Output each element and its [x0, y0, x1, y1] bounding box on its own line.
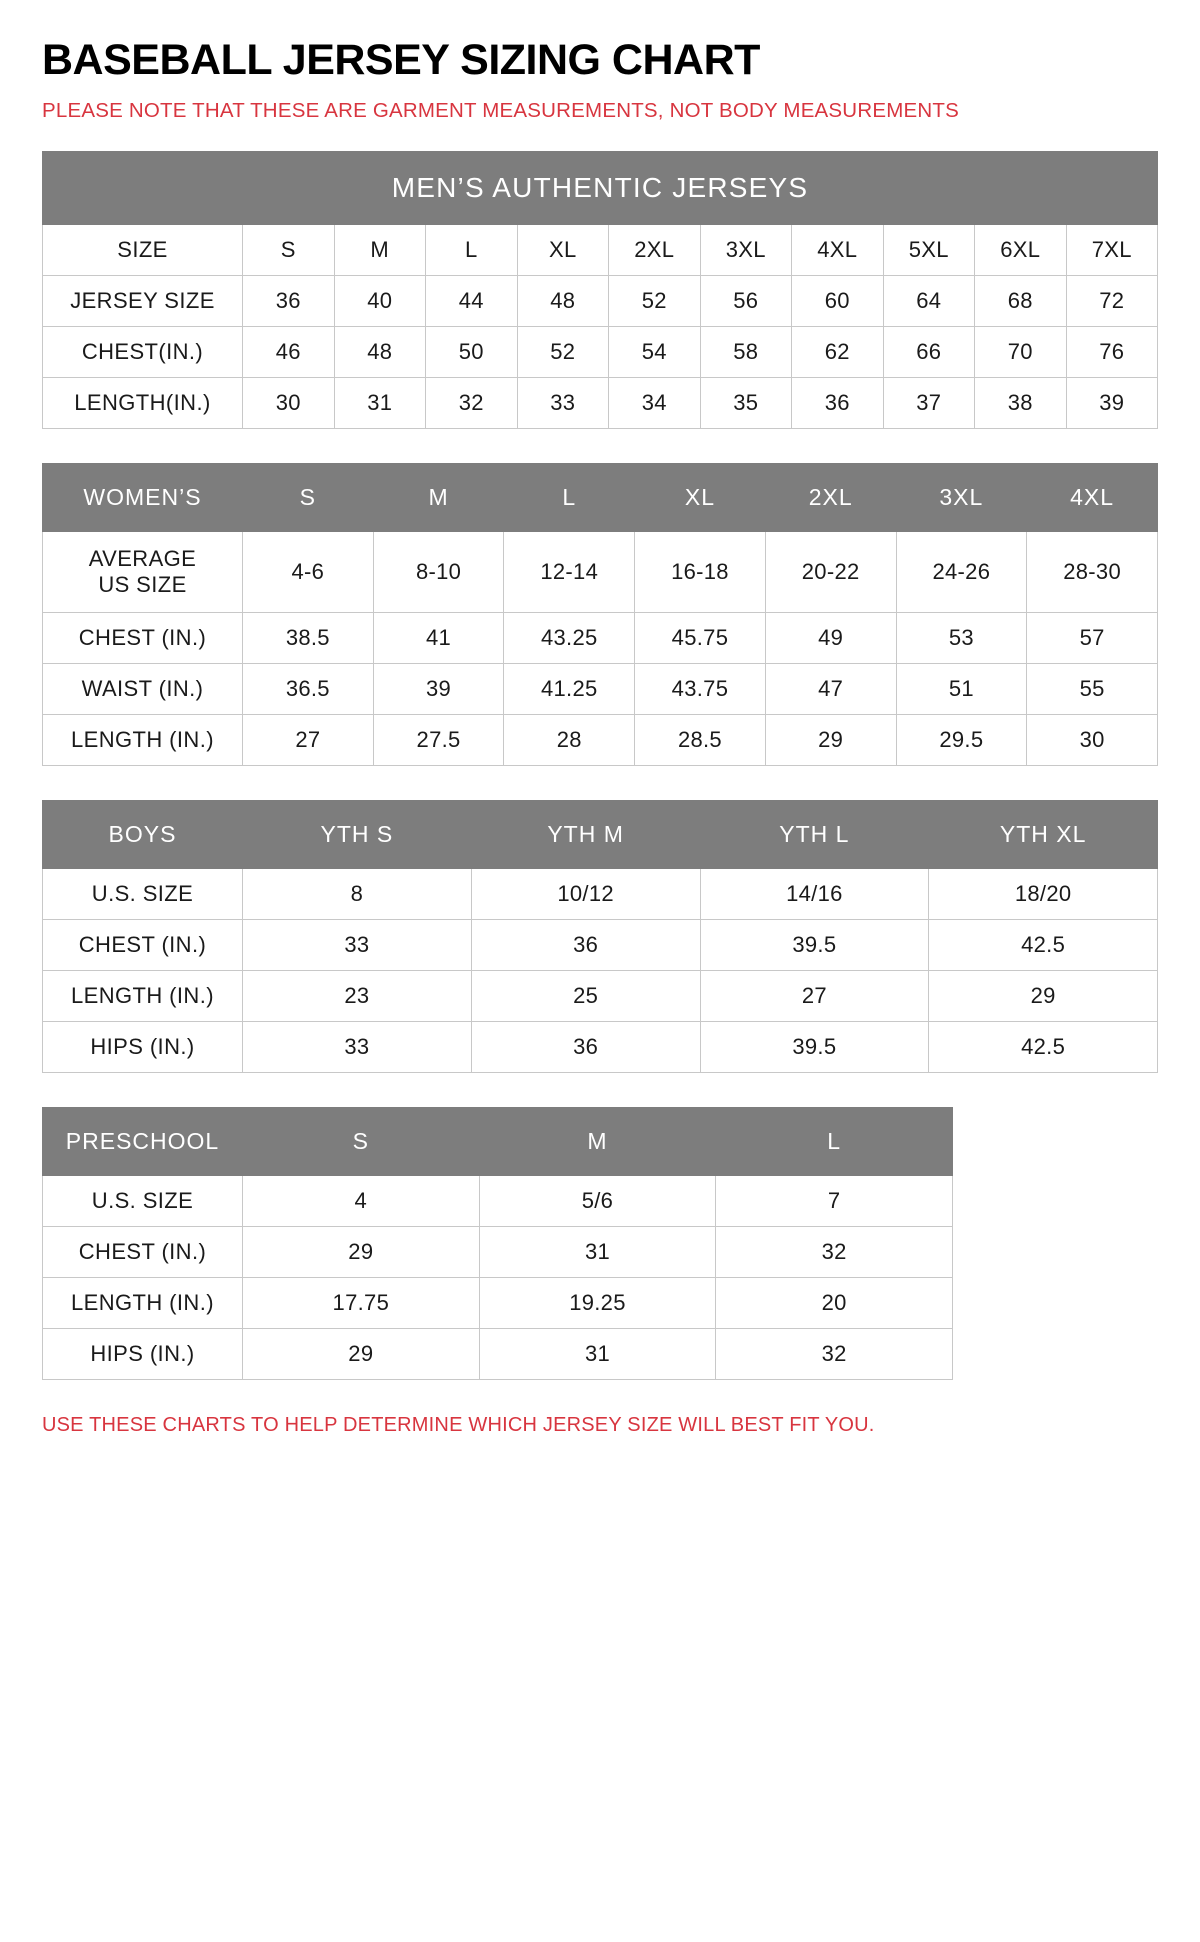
data-cell: 70 [975, 326, 1067, 377]
data-cell: 7 [716, 1175, 953, 1226]
data-cell: 31 [479, 1226, 716, 1277]
data-cell: 19.25 [479, 1277, 716, 1328]
size-header: 7XL [1066, 224, 1158, 275]
size-header: M [334, 224, 426, 275]
table-category-label: BOYS [43, 800, 243, 868]
data-cell: 36 [243, 275, 335, 326]
data-cell: 4 [243, 1175, 480, 1226]
preschool-sizing-chart [42, 1107, 1158, 1380]
data-cell: 4-6 [243, 531, 374, 612]
table-row [43, 1021, 1158, 1072]
table-header-row [43, 224, 1158, 275]
size-header: S [243, 463, 374, 531]
data-cell: 30 [1027, 714, 1158, 765]
table-row [43, 531, 1158, 612]
data-cell: 41 [373, 612, 504, 663]
row-label: LENGTH (IN.) [43, 1277, 243, 1328]
row-label: CHEST(IN.) [43, 326, 243, 377]
data-cell: 39 [1066, 377, 1158, 428]
data-cell: 27 [243, 714, 374, 765]
data-cell: 49 [765, 612, 896, 663]
size-header: 3XL [896, 463, 1027, 531]
row-label: LENGTH (IN.) [43, 714, 243, 765]
data-cell: 28-30 [1027, 531, 1158, 612]
page-title: BASEBALL JERSEY SIZING CHART [42, 36, 760, 84]
size-header: L [504, 463, 635, 531]
data-cell: 41.25 [504, 663, 635, 714]
size-header: M [479, 1107, 716, 1175]
spacer-cell [953, 1328, 1158, 1379]
data-cell: 54 [609, 326, 701, 377]
footer-note: USE THESE CHARTS TO HELP DETERMINE WHICH JERSEY SIZE WILL BEST FIT YOU. [42, 1413, 875, 1436]
row-label: CHEST (IN.) [43, 919, 243, 970]
data-cell: 8 [243, 868, 472, 919]
data-cell: 72 [1066, 275, 1158, 326]
data-cell: 52 [609, 275, 701, 326]
size-header: L [716, 1107, 953, 1175]
data-cell: 53 [896, 612, 1027, 663]
size-header: YTH L [700, 800, 929, 868]
table-row [43, 1277, 1158, 1328]
data-cell: 66 [883, 326, 975, 377]
data-cell: 12-14 [504, 531, 635, 612]
row-label: LENGTH (IN.) [43, 970, 243, 1021]
data-cell: 33 [243, 919, 472, 970]
data-cell: 27.5 [373, 714, 504, 765]
data-cell: 20 [716, 1277, 953, 1328]
data-cell: 39.5 [700, 1021, 929, 1072]
data-cell: 35 [700, 377, 792, 428]
data-cell: 23 [243, 970, 472, 1021]
data-cell: 55 [1027, 663, 1158, 714]
data-cell: 29 [243, 1226, 480, 1277]
size-header: 2XL [765, 463, 896, 531]
data-cell: 33 [243, 1021, 472, 1072]
data-cell: 16-18 [635, 531, 766, 612]
data-cell: 17.75 [243, 1277, 480, 1328]
spacer-cell [953, 1277, 1158, 1328]
data-cell: 18/20 [929, 868, 1158, 919]
size-header: XL [635, 463, 766, 531]
data-cell: 76 [1066, 326, 1158, 377]
data-cell: 56 [700, 275, 792, 326]
row-label: WAIST (IN.) [43, 663, 243, 714]
size-header: YTH M [471, 800, 700, 868]
mens-sizing-chart [42, 151, 1158, 429]
data-cell: 36 [792, 377, 884, 428]
size-header: 5XL [883, 224, 975, 275]
table-row [43, 714, 1158, 765]
table-row [43, 612, 1158, 663]
data-cell: 34 [609, 377, 701, 428]
data-cell: 38.5 [243, 612, 374, 663]
data-cell: 36.5 [243, 663, 374, 714]
spacer-cell [953, 1175, 1158, 1226]
data-cell: 8-10 [373, 531, 504, 612]
row-label: HIPS (IN.) [43, 1021, 243, 1072]
data-cell: 58 [700, 326, 792, 377]
data-cell: 36 [471, 919, 700, 970]
data-cell: 51 [896, 663, 1027, 714]
womens-sizing-chart [42, 463, 1158, 766]
data-cell: 31 [479, 1328, 716, 1379]
table-banner: MEN’S AUTHENTIC JERSEYS [43, 151, 1158, 224]
size-header: 2XL [609, 224, 701, 275]
spacer-cell [953, 1226, 1158, 1277]
data-cell: 68 [975, 275, 1067, 326]
data-cell: 32 [716, 1226, 953, 1277]
row-label: HIPS (IN.) [43, 1328, 243, 1379]
data-cell: 29 [765, 714, 896, 765]
data-cell: 5/6 [479, 1175, 716, 1226]
measurement-note: PLEASE NOTE THAT THESE ARE GARMENT MEASUREMENTS, NOT BODY MEASUREMENTS [42, 99, 959, 123]
data-cell: 37 [883, 377, 975, 428]
data-cell: 64 [883, 275, 975, 326]
row-label: CHEST (IN.) [43, 1226, 243, 1277]
data-cell: 32 [426, 377, 518, 428]
size-header: XL [517, 224, 609, 275]
data-cell: 48 [517, 275, 609, 326]
table-header-row [43, 800, 1158, 868]
table-row [43, 275, 1158, 326]
data-cell: 42.5 [929, 1021, 1158, 1072]
spacer-cell [953, 1107, 1158, 1175]
size-header: 4XL [792, 224, 884, 275]
data-cell: 40 [334, 275, 426, 326]
preschool-table [42, 1107, 1158, 1380]
data-cell: 28 [504, 714, 635, 765]
row-label: U.S. SIZE [43, 1175, 243, 1226]
data-cell: 29 [243, 1328, 480, 1379]
size-header: 3XL [700, 224, 792, 275]
size-header: M [373, 463, 504, 531]
data-cell: 44 [426, 275, 518, 326]
header-size-label: SIZE [43, 224, 243, 275]
table-row [43, 970, 1158, 1021]
table-category-label: WOMEN’S [43, 463, 243, 531]
data-cell: 32 [716, 1328, 953, 1379]
data-cell: 31 [334, 377, 426, 428]
row-label: LENGTH(IN.) [43, 377, 243, 428]
data-cell: 46 [243, 326, 335, 377]
data-cell: 28.5 [635, 714, 766, 765]
table-banner-row [43, 151, 1158, 224]
data-cell: 39.5 [700, 919, 929, 970]
data-cell: 60 [792, 275, 884, 326]
mens-table [42, 151, 1158, 429]
table-category-label: PRESCHOOL [43, 1107, 243, 1175]
data-cell: 29.5 [896, 714, 1027, 765]
row-label: AVERAGE US SIZE [43, 531, 243, 612]
table-row [43, 919, 1158, 970]
data-cell: 30 [243, 377, 335, 428]
data-cell: 42.5 [929, 919, 1158, 970]
data-cell: 57 [1027, 612, 1158, 663]
size-header: S [243, 224, 335, 275]
data-cell: 45.75 [635, 612, 766, 663]
data-cell: 48 [334, 326, 426, 377]
data-cell: 14/16 [700, 868, 929, 919]
table-row [43, 1328, 1158, 1379]
data-cell: 27 [700, 970, 929, 1021]
table-row [43, 326, 1158, 377]
data-cell: 25 [471, 970, 700, 1021]
size-header: YTH XL [929, 800, 1158, 868]
table-row [43, 1175, 1158, 1226]
row-label: CHEST (IN.) [43, 612, 243, 663]
table-row [43, 868, 1158, 919]
data-cell: 24-26 [896, 531, 1027, 612]
table-header-row [43, 1107, 1158, 1175]
row-label: JERSEY SIZE [43, 275, 243, 326]
row-label: U.S. SIZE [43, 868, 243, 919]
data-cell: 47 [765, 663, 896, 714]
size-header: YTH S [243, 800, 472, 868]
womens-table [42, 463, 1158, 766]
data-cell: 39 [373, 663, 504, 714]
data-cell: 33 [517, 377, 609, 428]
size-header: L [426, 224, 518, 275]
data-cell: 50 [426, 326, 518, 377]
boys-table [42, 800, 1158, 1073]
data-cell: 10/12 [471, 868, 700, 919]
table-row [43, 377, 1158, 428]
data-cell: 43.25 [504, 612, 635, 663]
table-row [43, 663, 1158, 714]
data-cell: 52 [517, 326, 609, 377]
data-cell: 36 [471, 1021, 700, 1072]
table-row [43, 1226, 1158, 1277]
table-header-row [43, 463, 1158, 531]
data-cell: 43.75 [635, 663, 766, 714]
size-header: 4XL [1027, 463, 1158, 531]
size-header: 6XL [975, 224, 1067, 275]
data-cell: 29 [929, 970, 1158, 1021]
data-cell: 20-22 [765, 531, 896, 612]
size-header: S [243, 1107, 480, 1175]
boys-sizing-chart [42, 800, 1158, 1073]
data-cell: 38 [975, 377, 1067, 428]
data-cell: 62 [792, 326, 884, 377]
